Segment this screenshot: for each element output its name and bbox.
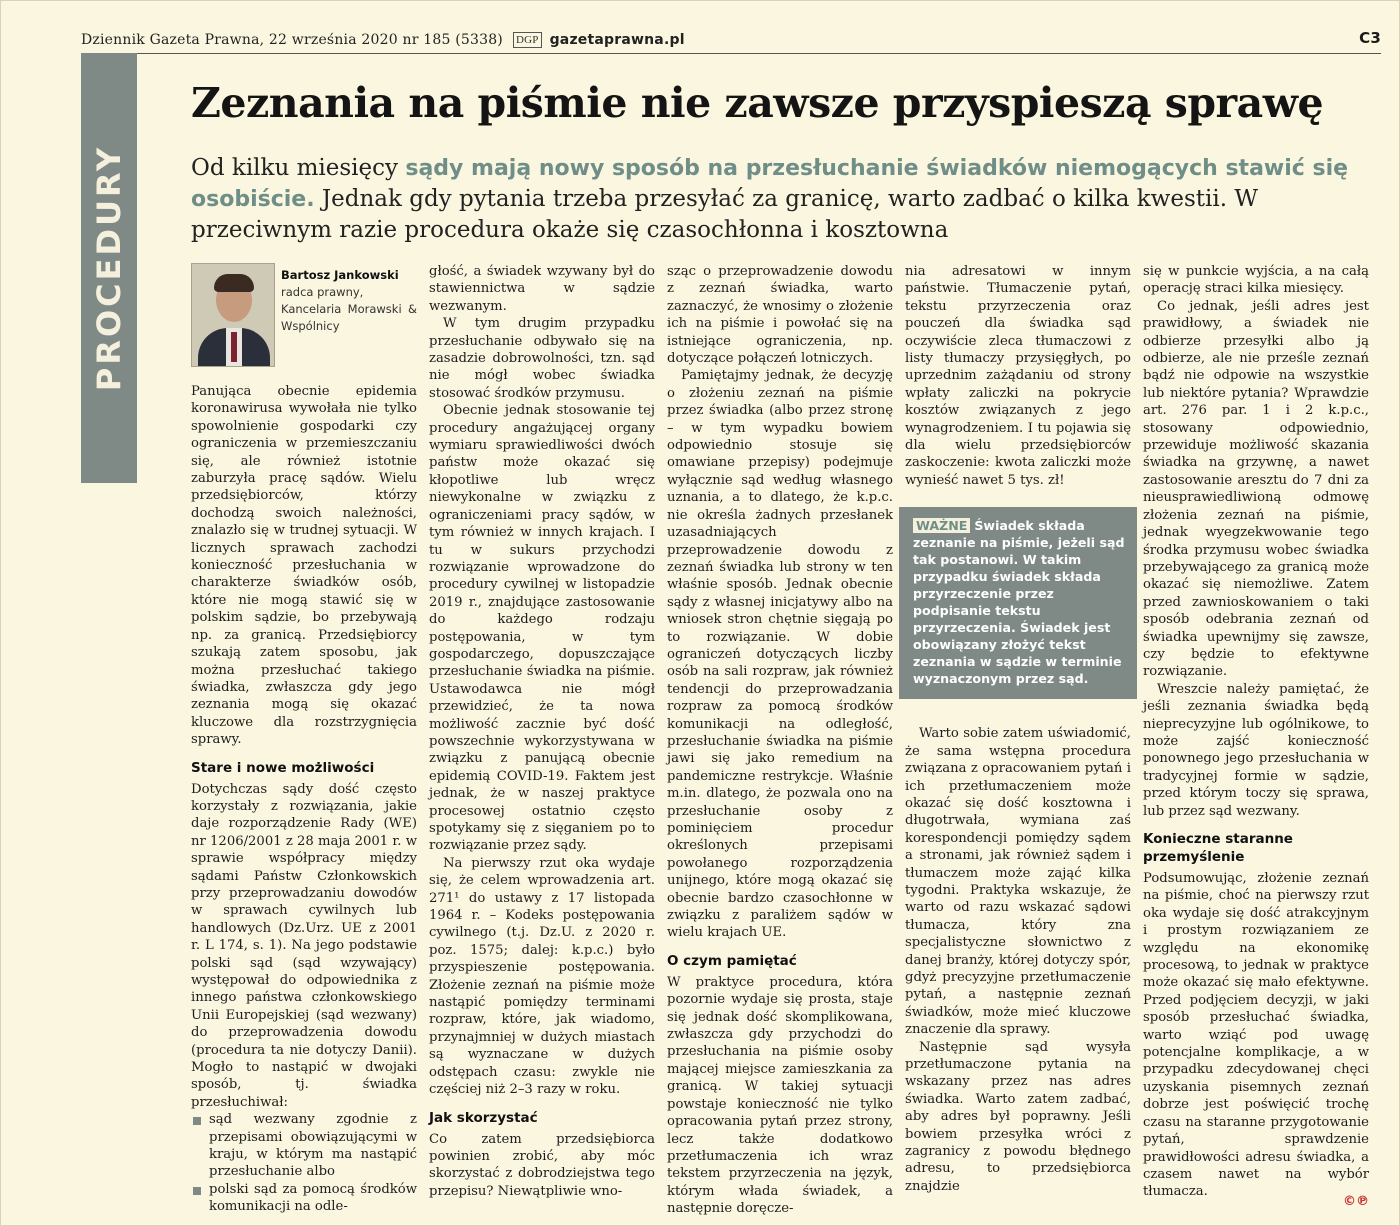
paragraph: Na pierwszy rzut oka wydaje się, że celem wprowadzenia art. 271¹ do ustawy z 17 listopada 1964 r. – Kodeks postępowania cywilnego (t.j. Dz.U. z 2020 r. poz. 1575; dalej: k.p.c.) było przyspieszenie postępowania. Złożenie zeznań na piśmie może nastąpić pomiędzy terminami rozpraw, które, jak wiadomo, przynajmniej w dużych miastach są wyznaczane w dużych odstępach czasu: zwykle nie częściej niż 2–3 razy w roku. (429, 855, 655, 1098)
paragraph: głość, a świadek wzywany był do stawiennictwa w sądzie wezwanym. (429, 264, 655, 314)
paragraph: Wreszcie należy pamiętać, że jeśli zeznania świadka będą nieprecyzyjne lub ogólnikowe, to może zajść konieczność ponownego jego przesłuchania w tradycyjnej formie w sądzie, przed którym toczy się sprawa, lub przez sąd wezwany. (1143, 681, 1369, 819)
subheading: Stare i nowe możliwości (191, 759, 375, 776)
section-label: PROCEDURY (90, 144, 128, 392)
lead-highlight: sądy mają nowy sposób na przesłuchanie świadków niemogących stawić się osobiście. (191, 156, 1349, 212)
site-link[interactable]: gazetaprawna.pl (549, 32, 685, 48)
subheading: O czym pamiętać (667, 952, 797, 969)
article-lead (191, 153, 1371, 245)
paragraph: Co zatem przedsiębiorca powinien zrobić, aby móc skorzystać z dobrodziejstwa tego przepisu? Niewątpliwie wno- (429, 1131, 655, 1199)
lead-intro: Od kilku miesięcy (191, 155, 406, 181)
author-firm: Kancelaria Morawski & Wspólnicy (281, 302, 417, 333)
author-photo (191, 263, 275, 367)
paragraph: Następnie sąd wysyła przetłumaczone pytania na wskazany przez nas adres świadka. Warto zatem zadbać, aby adres był poprawny. Jeśli bowiem przesyłka wróci z zagranicy z powodu błędnego adresu, to przedsiębiorca znajdzie (905, 1039, 1131, 1194)
important-tag: WAŻNE (913, 518, 970, 533)
publication-info: Dziennik Gazeta Prawna, 22 września 2020 nr 185 (5338) (81, 32, 503, 48)
paragraph: W praktyce procedura, która pozornie wydaje się prosta, staje się jednak dość skomplikowana, zwłaszcza gdy przychodzi do przesłuchania na piśmie osoby mającej miejsce zamieszkania za granicą. W takiej sytuacji powstaje konieczność nie tylko opracowania pytań przez strony, lecz także dodatkowo przetłumaczenia ich wraz tekstem przyrzeczenia na język, którym włada świadek, a następnie doręcze- (667, 974, 893, 1217)
page-number: C3 (1359, 29, 1381, 47)
paragraph: się w punkcie wyjścia, a na całą operację straci kilka miesięcy. (1143, 264, 1369, 297)
subheading: Jak skorzystać (429, 1109, 538, 1126)
masthead (81, 27, 1381, 53)
important-text: Świadek składa zeznanie na piśmie, jeżeli sąd tak postanowi. W takim przypadku świadek składa przyrzeczenie przez podpisanie tekstu przyrzeczenia. Świadek jest obowiązany złożyć tekst zeznania w sądzie w terminie wyznaczonym przez sąd. (913, 518, 1125, 687)
paragraph: Warto sobie zatem uświadomić, że sama wstępna procedura związana z opracowaniem pytań i ich przetłumaczeniem może okazać się dość kosztowna i długotrwała, wymiana zaś korespondencji pomiędzy sądem a stronami, jak również sądem i tłumaczem może zająć kilka tygodni. Praktyka wskazuje, że warto od razu wskazać sądowi tłumacza, który zna specjalistyczne słownictwo z danej branży, której dotyczy spór, gdyż precyzyjne przetłumaczenie pytań, a następnie zeznań świadków, może mieć kluczowe znaczenie dla sprawy. (905, 726, 1131, 1038)
author-box (191, 263, 417, 367)
masthead-rule (81, 53, 1381, 54)
bullet-list (191, 1111, 417, 1215)
bullet-item: sąd wezwany zgodnie z przepisami obowiązującymi w kraju, w którym ma nastąpić przesłuchanie albo (191, 1111, 417, 1181)
column-3 (667, 263, 893, 1218)
paragraph: W tym drugim przypadku przesłuchanie odbywało się na zasadzie dobrowolności, tzn. sąd nie mógł wobec świadka stosować środków przymusu. (429, 316, 655, 401)
copyright-mark: ©℗ (1343, 1194, 1369, 1209)
paragraph: Pamiętajmy jednak, że decyzję o złożeniu zeznań na piśmie przez świadka (albo przez stronę – w tym wypadku bowiem odpowiednio stosuje się omawiane przepisy) podejmuje wyłącznie sąd według własnego uznania, a to dlatego, że k.p.c. nie określa żadnych przesłanek uzasadniających przeprowadzenie dowodu z zeznań świadka lub strony w ten właśnie sposób. Jednak obecnie sądy z własnej inicjatywy albo na wniosek stron chętnie sięgają po to rozwiązanie. W dobie ograniczeń dotyczących liczby osób na sali rozpraw, jak również tendencji do przeprowadzania rozpraw za pomocą środków komunikacji na odległość, przesłuchanie świadka na piśmie jawi się jako remedium na pandemiczne restrykcje. Właśnie m.in. dlatego, że pozwala ono na przesłuchanie osoby z pominięciem procedur określonych przepisami powołanego rozporządzenia unijnego, które mogą okazać się obecnie bardzo czasochłonne w związku z paraliżem sądów w wielu krajach UE. (667, 368, 893, 941)
lead-rest: Jednak gdy pytania trzeba przesyłać za granicę, warto zadbać o kilka kwestii. W przeciwnym razie procedura okaże się czasochłonna i kosztowna (191, 186, 1259, 243)
column-5 (1143, 263, 1369, 1201)
dgp-logo: DGP (513, 32, 542, 48)
section-band (81, 53, 137, 483)
important-box (899, 507, 1137, 699)
paragraph: Podsumowując, złożenie zeznań na piśmie, choć na pierwszy rzut oka wydaje się dość atrakcyjnym i prostym rozwiązaniem ze względu na ekonomikę procesową, to jednak w praktyce może okazać się mało efektywne. Przed podjęciem decyzji, w jaki sposób przesłuchać świadka, warto wziąć pod uwagę potencjalne komplikacje, a w przypadku zdecydowanej chęci uzyskania pisemnych zeznań dobrze jest poświęcić trochę czasu na staranne przygotowanie pytań, sprawdzenie prawidłowości adresu świadka, a czasem nawet na wybór tłumacza. (1143, 871, 1369, 1200)
author-info (281, 263, 417, 367)
bullet-item: polski sąd za pomocą środków komunikacji na odle- (191, 1181, 417, 1216)
paragraph: Obecnie jednak stosowanie tej procedury angażującej organy wymiaru sprawiedliwości dwóch państw może okazać się kłopotliwe lub wręcz niewykonalne w związku z ograniczeniami pracy sądów, w tym również w innych krajach. I tu w sukurs przychodzi rozwiązanie wprowadzone do procedury cywilnej w listopadzie 2019 r., znajdujące zastosowanie do każdego rodzaju postępowania, w tym gospodarczego, dopuszczające przesłuchanie świadka na piśmie. Ustawodawca nie mógł przewidzieć, że ta nowa możliwość zacznie być dość powszechnie wykorzystywana w związku z panującą obecnie epidemią COVID-19. Faktem jest jednak, że w naszej praktyce procesowej ostatnio często spotykamy się z sięganiem po to rozwiązanie przez sądy. (429, 403, 655, 854)
column-4 (905, 263, 1131, 1195)
column-2 (429, 263, 655, 1200)
column-1 (191, 263, 417, 1216)
paragraph: Co jednak, jeśli adres jest prawidłowy, a świadek nie odbierze przesyłki albo ją odbierze, ale nie prześle zeznań bądź nie odpowie na wszystkie lub niektóre pytania? Wprawdzie art. 276 par. 1 i 2 k.p.c., stosowany odpowiednio, przewiduje możliwość skazania świadka na grzywnę, a nawet zastosowanie aresztu do 7 dni za nieusprawiedliwioną odmowę złożenia zeznań na piśmie, jednak wyegzekwowanie tego środka przymusu wobec świadka przebywającego za granicą może okazać się niemożliwe. Zatem przed zawnioskowaniem o taki sposób odebrania zeznań od świadka upewnijmy się zawsze, czy będzie to efektywne rozwiązanie. (1143, 298, 1369, 680)
paragraph: nia adresatowi w innym państwie. Tłumaczenie pytań, tekstu przyrzeczenia oraz pouczeń dla świadka sąd oczywiście zleca tłumaczowi z listy tłumaczy przysięgłych, po uprzednim zażądaniu od strony wpłaty zaliczki na pokrycie kosztów związanych z jego wynagrodzeniem. I tu pojawia się dla wielu przedsiębiorców zaskoczenie: kwota zaliczki może wynieść nawet 5 tys. zł! (905, 264, 1131, 488)
paragraph: Panująca obecnie epidemia koronawirusa wywołała nie tylko spowolnienie gospodarki czy ograniczenia w przemieszczaniu się, ale również istotnie zaburzyła pracę sądów. Wielu przedsiębiorców, którzy dochodzą swoich należności, znalazło się w trudnej sytuacji. W licznych sprawach zachodzi konieczność przesłuchania w charakterze świadków osób, które nie mogą stawić się w polskim sądzie, bo przebywają np. za granicą. Przedsiębiorcy szukają zatem sposobu, jak można przesłuchać takiego świadka, zwłaszcza gdy jego zeznania mogą się okazać kluczowe dla rozstrzygnięcia sprawy. (191, 384, 417, 748)
article-headline: Zeznania na piśmie nie zawsze przyspieszą sprawę (191, 79, 1324, 127)
paragraph: sząc o przeprowadzenie dowodu z zeznań świadka, warto zaznaczyć, że wnosimy o złożenie ich na piśmie i powołać się na istniejące ograniczenia, np. dotyczące połączeń lotniczych. (667, 264, 893, 367)
paragraph: Dotychczas sądy dość często korzystały z rozwiązania, jakie daje rozporządzenie Rady (WE) nr 1206/2001 z 28 maja 2001 r. w sprawie współpracy między sądami Państw Członkowskich przy przeprowadzaniu dowodów w sprawach cywilnych lub handlowych (Dz.Urz. UE z 2001 r. L 174, s. 1). Na jego podstawie polski sąd (sąd wzywający) występował do odpowiednika z innego państwa członkowskiego Unii Europejskiej (sąd wezwany) do przeprowadzenia dowodu (procedura ta nie dotyczy Danii). Mogło to nastąpić w dwojaki sposób, tj. świadka przesłuchiwał: (191, 781, 417, 1110)
author-role: radca prawny, (281, 285, 364, 299)
author-name: Bartosz Jankowski (281, 268, 399, 282)
subheading: Konieczne staranne przemyślenie (1143, 831, 1293, 865)
